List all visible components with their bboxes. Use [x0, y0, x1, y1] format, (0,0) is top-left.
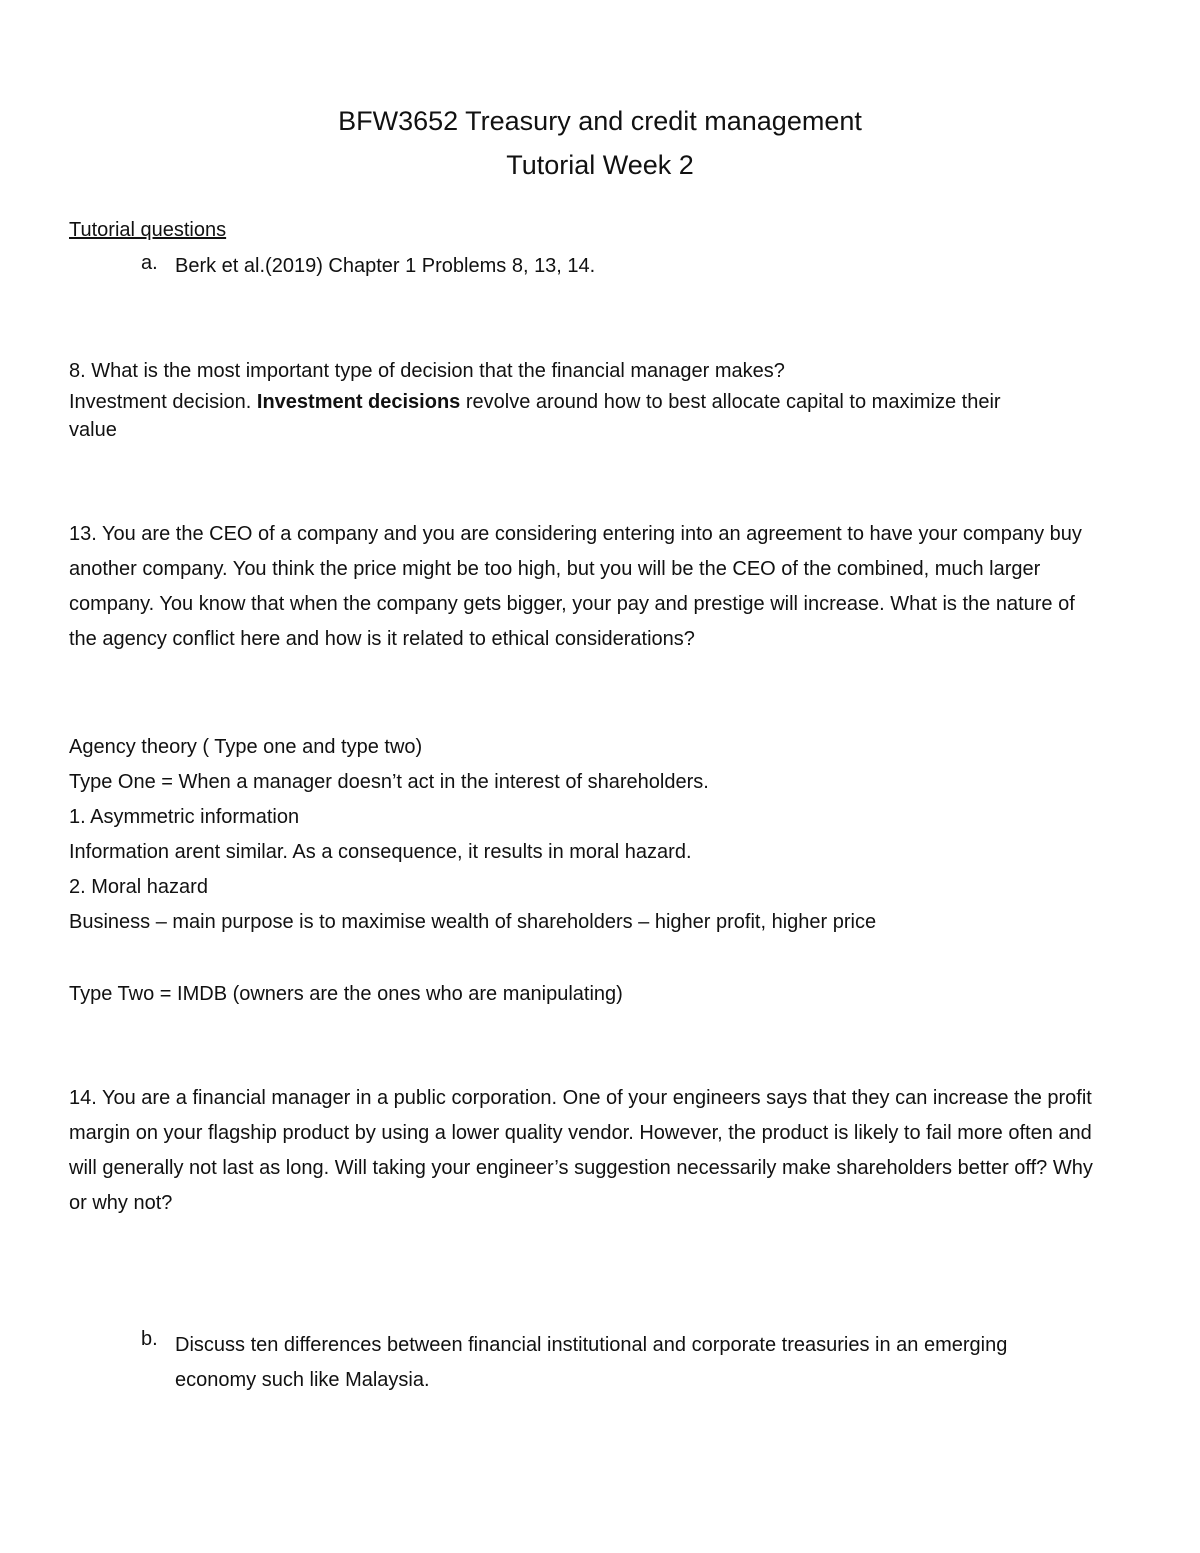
answer-13-line: Information arent similar. As a consequence, it results in moral hazard. [69, 841, 692, 863]
answer-13-line: Agency theory ( Type one and type two) [69, 736, 423, 758]
answer-8-bold: Investment decisions [256, 391, 461, 413]
answer-8-rest: revolve around how to best allocate capital to maximize their [465, 391, 1001, 413]
answer-13-line: 1. Asymmetric information [69, 806, 300, 828]
document-title: BFW3652 Treasury and credit management [338, 106, 862, 136]
list-item-b: Discuss ten differences between financial institutional and corporate treasuries in an emerging economy such like Malaysia. [175, 1334, 1008, 1391]
list-marker-a: a. [141, 252, 158, 274]
answer-13-type-two: Type Two = IMDB (owners are the ones who are manipulating) [69, 983, 623, 1005]
document-subtitle: Tutorial Week 2 [506, 150, 694, 180]
question-13: 13. You are the CEO of a company and you are considering entering into an agreement to have your company buy another company. You think the price might be too high, but you will be the CEO of the combined, much larger company. You know that when the company gets bigger, your pay and prestige will increase. What is the nature of the agency conflict here and how is it related to ethical considerations? [69, 523, 1082, 650]
answer-8-line1 [69, 388, 1129, 416]
answer-8-lead: Investment decision. [69, 391, 252, 413]
tutorial-questions-heading: Tutorial questions [69, 219, 227, 241]
answer-13-line: Type One = When a manager doesn’t act in the interest of shareholders. [69, 771, 709, 793]
question-8: 8. What is the most important type of decision that the financial manager makes? [69, 360, 785, 382]
list-item-a: Berk et al.(2019) Chapter 1 Problems 8, 13, 14. [175, 255, 596, 277]
answer-13-line: 2. Moral hazard [69, 876, 208, 898]
answer-13-line: Business – main purpose is to maximise wealth of shareholders – higher profit, higher price [69, 911, 877, 933]
list-marker-b: b. [141, 1328, 158, 1350]
answer-8-line2: value [69, 419, 117, 441]
question-14: 14. You are a financial manager in a public corporation. One of your engineers says that they can increase the profit margin on your flagship product by using a lower quality vendor. However, the product is likely to fail more often and will generally not last as long. Will taking your engineer’s suggestion necessarily make shareholders better off? Why or why not? [69, 1087, 1093, 1214]
